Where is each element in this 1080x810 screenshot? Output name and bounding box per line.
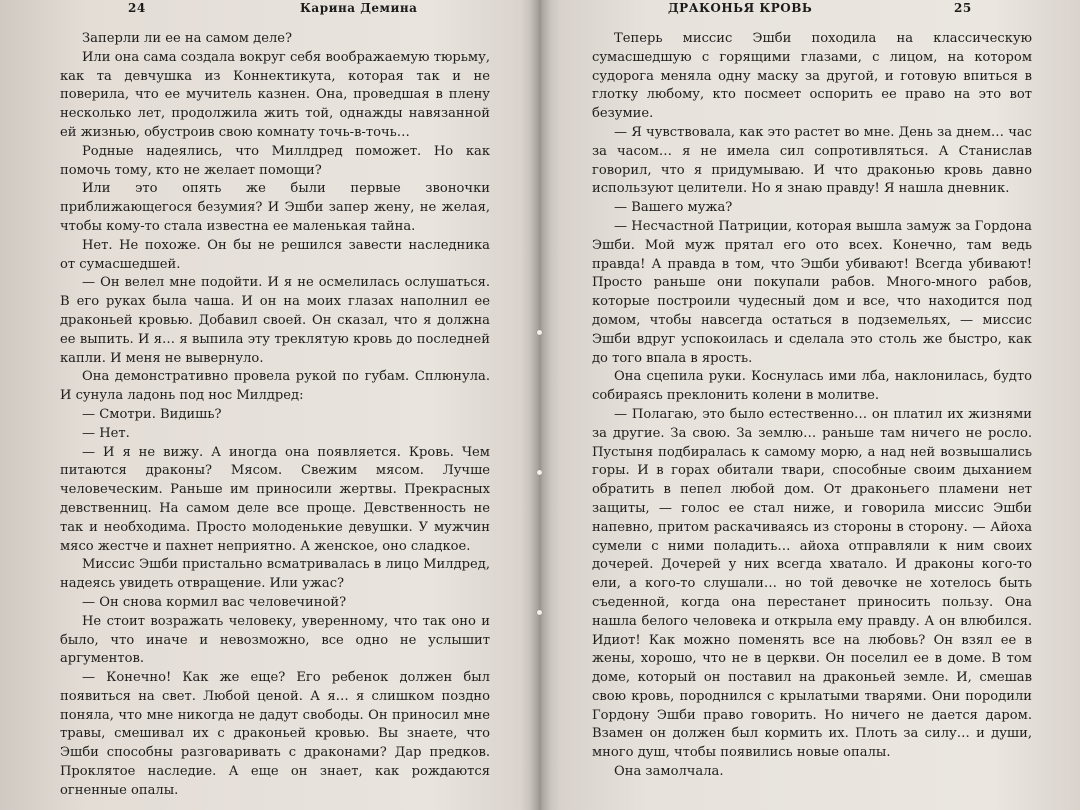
binding-stitch xyxy=(537,330,542,335)
paragraph: Миссис Эшби пристально всматривалась в лицо Милдред, надеясь увидеть отвращение. Или ужас? xyxy=(60,557,490,592)
paragraph: Нет. Не похоже. Он бы не решился завести наследника от сумасшедшей. xyxy=(60,237,490,272)
paragraph: — Вашего мужа? xyxy=(614,200,733,216)
binding-stitch xyxy=(537,610,542,615)
paragraph: — И я не вижу. А иногда она появляется. Кровь. Чем питаются драконы? Мясом. Свежим мясом. Лучше человеческим. Раньше им приносили жертвы. Прекрасных девственниц. На самом деле все проще. Девственность не так и необходима. Просто молоденькие девушки. У мужчин мясо жестче и пахнет неприятно. А женское, оно сладкое. xyxy=(60,444,490,554)
right-page-text xyxy=(592,30,1032,782)
paragraph: — Полагаю, это было естественно… он платил их жизнями за другие. За свою. За землю… раньше там ничего не росло. Пустыня подбиралась к самому морю, а над ней возвышались горы. И в горах обитали твари, способные своим дыханием обратить в пепел любой дом. От драконьего пламени нет защиты, — голос ее стал ниже, и говорила миссис Эшби напевно, притом раскачиваясь из стороны в сторону. — Айоха сумели с ними поладить… айоха отправляли к ним своих дочерей. Дочерей у них всегда хватало. И драконы кого-то ели, а кого-то слушали… но той девочке не хотелось быть съеденной, когда она перестанет приносить пользу. Она нашла белого человека и открыла ему правду. А он влюбился. Идиот! Как можно поменять все на любовь? Он взял ее в жены, хорошо, что не в церкви. Он поселил ее в доме. В том доме, который он поставил на драконьей земле. И, смешав свою кровь, породнился с крылатыми тварями. Они породили Гордону Эшби право говорить. Но ничего не дается даром. Взамен он должен был кормить их. Плоть за силу… и души, много душ, чтобы появились новые опалы. xyxy=(592,406,1032,761)
paragraph: Теперь миссис Эшби походила на классическую сумасшедшую с горящими глазами, с лицом, на котором судорога меняла одну маску за другой, и готовую впиться в глотку любому, кто посмеет оспорить ее право на это вот безумие. xyxy=(592,31,1032,122)
running-head-right: ДРАКОНЬЯ КРОВЬ xyxy=(668,1,813,15)
page-number-left: 24 xyxy=(128,1,146,15)
binding-stitch xyxy=(537,470,542,475)
paragraph: — Он велел мне подойти. И я не осмелилась ослушаться. В его руках была чаша. И он на моих глазах наполнил ее драконьей кровью. Добавил своей. Он сказал, что я должна ее выпить. И я… я выпила эту треклятую кровь до последней капли. И меня не вывернуло. xyxy=(60,275,490,366)
paragraph: Она сцепила руки. Коснулась ими лба, наклонилась, будто собираясь преклонить колени в молитве. xyxy=(592,369,1032,404)
paragraph: Не стоит возражать человеку, уверенному, что так оно и было, что иначе и невозможно, все одно не услышит аргументов. xyxy=(60,613,490,667)
paragraph: Заперли ли ее на самом деле? xyxy=(82,31,293,46)
paragraph: Родные надеялись, что Миллдред поможет. Но как помочь тому, кто не желает помощи? xyxy=(60,143,490,178)
page-number-right: 25 xyxy=(954,1,972,15)
paragraph: Или это опять же были первые звоночки приближающегося безумия? И Эшби запер жену, не желая, чтобы кому-то стала известна ее маленькая тайна. xyxy=(60,181,490,234)
paragraph: Или она сама создала вокруг себя воображаемую тюрьму, как та девчушка из Коннектикута, которая так и не поверила, что ее мучитель казнен. Она, проведшая в плену несколько лет, продолжила жить той, однажды навязанной ей жизнью, обустроив свою комнату точь-в-точь… xyxy=(60,49,490,140)
paragraph: — Несчастной Патриции, которая вышла замуж за Гордона Эшби. Мой муж прятал его ото всех. Конечно, там ведь правда! А правда в том, что Эшби убивают! Всегда убивают! Просто раньше они покупали рабов. Много-много рабов, которые построили чудесный дом и все, что находится под домом, чтобы навсегда остаться в подземельях, — миссис Эшби вдруг успокоилась и сделала это столь же быстро, как до того впала в ярость. xyxy=(592,218,1032,366)
paragraph: — Нет. xyxy=(82,425,130,441)
paragraph: Она замолчала. xyxy=(614,764,724,780)
paragraph: — Я чувствовала, как это растет во мне. День за днем… час за часом… я не имела сил сопротивляться. А Станислав говорил, что я придумываю. И что драконью кровь давно используют целители. Но я знаю правду! Я нашла дневник. xyxy=(592,124,1032,197)
paragraph: Она демонстративно провела рукой по губам. Сплюнула. И сунула ладонь под нос Милдред: xyxy=(60,369,490,404)
paragraph: — Конечно! Как же еще? Его ребенок должен был появиться на свет. Любой ценой. А я… я слишком поздно поняла, что мне никогда не дадут свободы. Он приносил мне травы, смешивал их с драконьей кровью. Вы знаете, что Эшби способны разговаривать с драконами? Дар предков. Проклятое наследие. А еще он знает, как рождаются огненные опалы. xyxy=(60,670,490,798)
paragraph: — Смотри. Видишь? xyxy=(82,406,222,422)
running-head-left: Карина Демина xyxy=(300,1,418,15)
paragraph: — Он снова кормил вас человечиной? xyxy=(82,594,347,610)
